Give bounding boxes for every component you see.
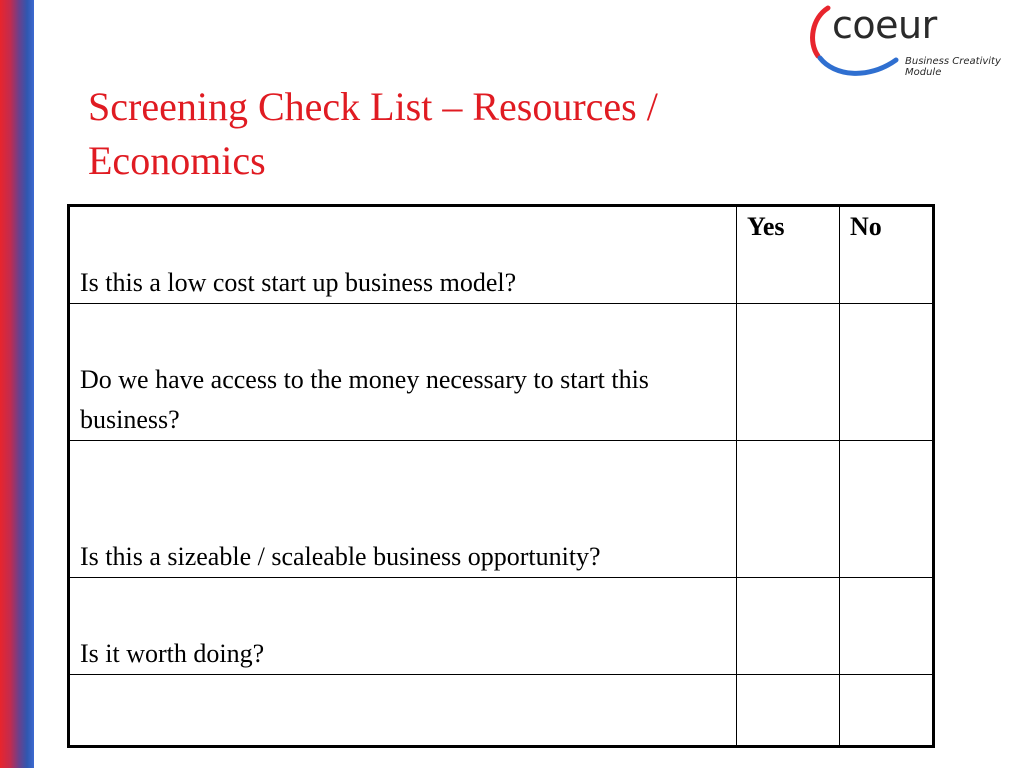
yes-header: Yes xyxy=(737,206,840,304)
side-gradient-bar xyxy=(0,0,34,768)
table-row xyxy=(69,206,934,304)
question-cell: Is this a low cost start up business model? xyxy=(69,206,737,304)
table-row xyxy=(69,675,934,747)
logo-tagline xyxy=(905,56,1017,78)
no-answer-cell[interactable] xyxy=(840,304,934,441)
logo-tagline-line1: Business Creativity xyxy=(905,56,1001,67)
question-cell: Is this a sizeable / scaleable business opportunity? xyxy=(69,441,737,578)
logo-wordmark: coeur xyxy=(832,3,937,47)
question-cell xyxy=(69,675,737,747)
no-answer-cell[interactable] xyxy=(840,675,934,747)
question-cell: Is it worth doing? xyxy=(69,578,737,675)
question-cell: Do we have access to the money necessary to start this business? xyxy=(69,304,737,441)
no-answer-cell[interactable] xyxy=(840,441,934,578)
no-answer-cell[interactable] xyxy=(840,578,934,675)
logo-tagline-line2: Module xyxy=(905,67,942,78)
no-header: No xyxy=(840,206,934,304)
table-row xyxy=(69,578,934,675)
table-row xyxy=(69,304,934,441)
yes-answer-cell[interactable] xyxy=(737,578,840,675)
yes-answer-cell[interactable] xyxy=(737,675,840,747)
coeur-logo xyxy=(806,0,1016,88)
slide-title: Screening Check List – Resources / Economics xyxy=(88,84,658,183)
table-row xyxy=(69,441,934,578)
yes-answer-cell[interactable] xyxy=(737,304,840,441)
checklist-table xyxy=(67,204,935,748)
yes-answer-cell[interactable] xyxy=(737,441,840,578)
